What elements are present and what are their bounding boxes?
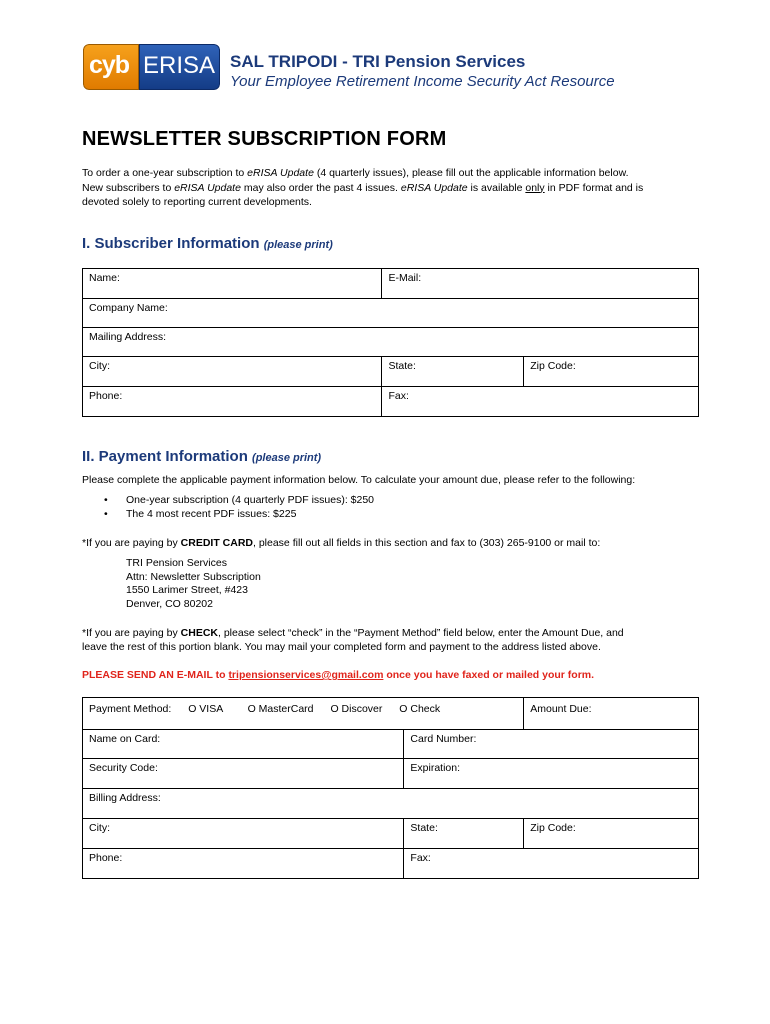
logo-erisa-text: ERISA	[143, 52, 216, 79]
mastercard-radio[interactable]: O MasterCard	[247, 703, 314, 715]
subscriber-info-table	[82, 268, 699, 417]
company-name-field[interactable]: Company Name:	[83, 299, 699, 328]
zip-code-field[interactable]: Zip Code:	[524, 357, 699, 387]
price-item-one-year: • One-year subscription (4 quarterly PDF issues): $250	[82, 494, 682, 508]
company-tagline: Your Employee Retirement Income Security Act Resource	[230, 73, 615, 90]
price-list	[82, 494, 682, 521]
email-notice: PLEASE SEND AN E-MAIL to tripensionservices@gmail.com once you have faxed or mailed your form.	[82, 669, 595, 681]
expiration-field[interactable]: Expiration:	[404, 759, 699, 789]
city-field[interactable]: City:	[83, 357, 382, 387]
price-item-past-issues: • The 4 most recent PDF issues: $225	[82, 508, 682, 522]
form-title: NEWSLETTER SUBSCRIPTION FORM	[82, 128, 447, 150]
phone-field[interactable]: Phone:	[83, 387, 382, 417]
check-radio[interactable]: O Check	[399, 703, 441, 715]
payment-method-label: Payment Method:	[89, 703, 172, 715]
check-instructions: *If you are paying by CHECK, please select “check” in the “Payment Method” field below, enter the Amount Due, and leave the rest of this portion blank. You may mail your completed form and payment to the address listed above.	[82, 627, 624, 653]
logo-erisa-block	[139, 44, 220, 90]
security-code-field[interactable]: Security Code:	[83, 759, 404, 789]
intro-paragraph	[82, 166, 702, 210]
address-line: TRI Pension Services	[126, 557, 227, 569]
payment-section-heading: II. Payment Information (please print)	[82, 448, 322, 465]
visa-radio[interactable]: O VISA	[188, 703, 223, 715]
mailing-address-field[interactable]: Mailing Address:	[83, 328, 699, 357]
address-line: Attn: Newsletter Subscription	[126, 570, 261, 583]
billing-zip-code-field[interactable]: Zip Code:	[524, 819, 699, 849]
mailing-address-block	[126, 557, 261, 611]
subscriber-print-note: (please print)	[263, 239, 333, 251]
payment-method-cell	[83, 698, 524, 730]
cyberisa-logo	[83, 44, 220, 90]
name-on-card-field[interactable]: Name on Card:	[83, 730, 404, 759]
billing-phone-field[interactable]: Phone:	[83, 849, 404, 879]
billing-state-field[interactable]: State:	[404, 819, 524, 849]
billing-city-field[interactable]: City:	[83, 819, 404, 849]
card-number-field[interactable]: Card Number:	[404, 730, 699, 759]
logo-cyb-block	[83, 44, 139, 90]
subscriber-section-heading: I. Subscriber Information (please print)	[82, 235, 333, 252]
intro-line-2: New subscribers to eRISA Update may also order the past 4 issues. eRISA Update is available only in PDF format and is	[82, 181, 644, 194]
logo-cyb-text: cyb	[89, 51, 130, 79]
address-line: 1550 Larimer Street, #423	[126, 584, 248, 596]
payment-print-note: (please print)	[252, 452, 322, 464]
intro-line-3: devoted solely to reporting current developments.	[82, 196, 312, 208]
name-field[interactable]: Name:	[83, 269, 382, 299]
billing-fax-field[interactable]: Fax:	[404, 849, 699, 879]
intro-line-1: To order a one-year subscription to eRISA Update (4 quarterly issues), please fill out the applicable information below.	[82, 167, 629, 179]
payment-info-table	[82, 697, 699, 879]
credit-card-instructions: *If you are paying by CREDIT CARD, please fill out all fields in this section and fax to (303) 265-9100 or mail to:	[82, 537, 601, 549]
address-line: Denver, CO 80202	[126, 597, 213, 610]
email-field[interactable]: E-Mail:	[382, 269, 699, 299]
email-link[interactable]: tripensionservices@gmail.com	[228, 669, 384, 681]
payment-instructions: Please complete the applicable payment information below. To calculate your amount due, please refer to the following:	[82, 474, 636, 486]
state-field[interactable]: State:	[382, 357, 524, 387]
billing-address-field[interactable]: Billing Address:	[83, 789, 699, 819]
discover-radio[interactable]: O Discover	[330, 703, 383, 715]
company-name: SAL TRIPODI - TRI Pension Services	[230, 52, 526, 71]
amount-due-field[interactable]: Amount Due:	[524, 698, 699, 730]
fax-field[interactable]: Fax:	[382, 387, 699, 417]
